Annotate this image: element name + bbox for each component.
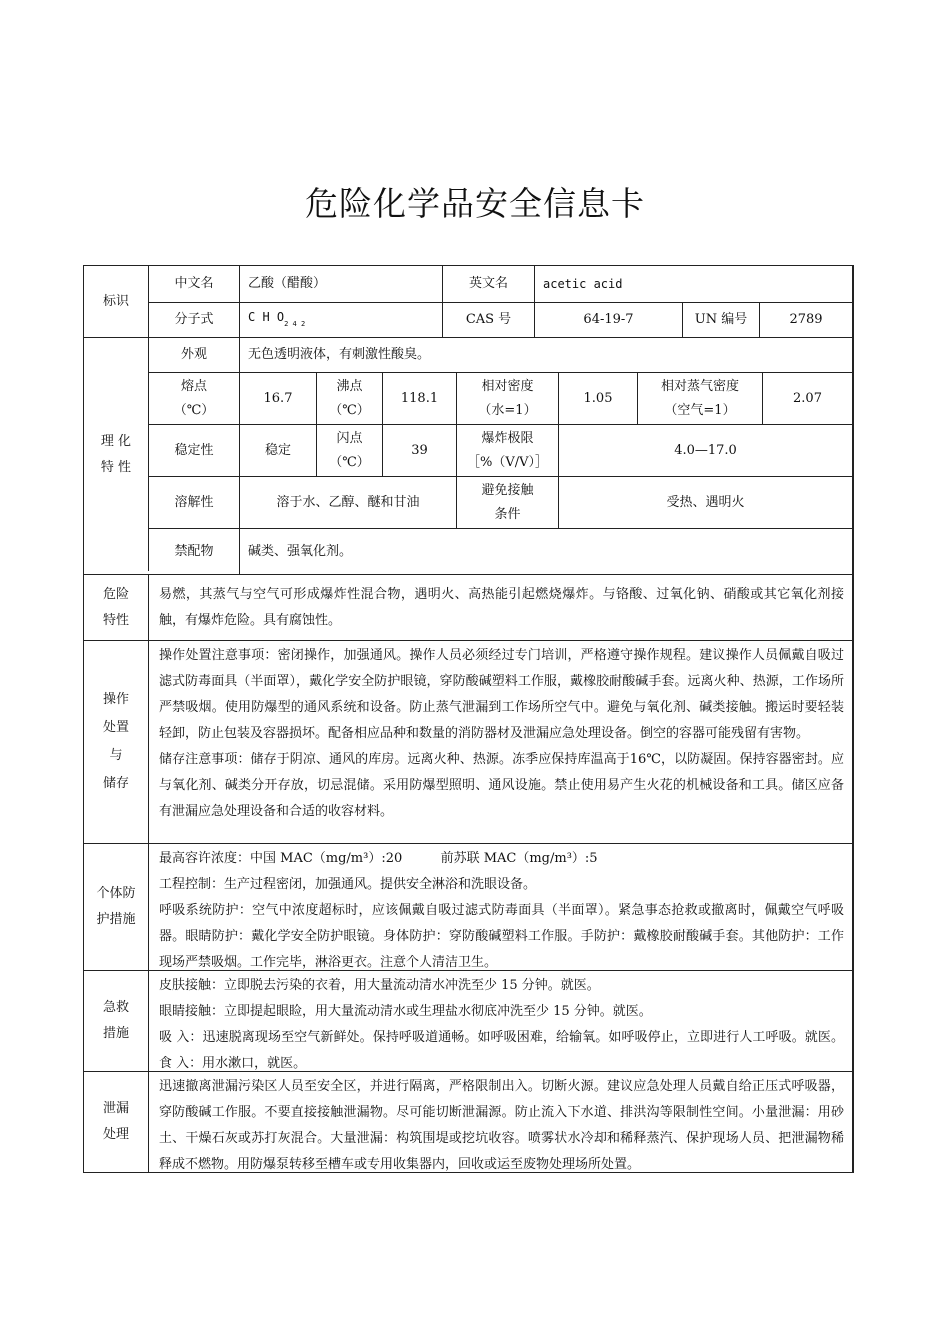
ppe-label: 个体防 护措施 — [84, 844, 149, 970]
formula-value — [240, 303, 443, 337]
identity-section — [84, 266, 852, 337]
avoid-conditions-value: 受热、遇明火 — [666, 494, 745, 510]
flash-point-value: 39 — [383, 425, 457, 476]
page-title: 危险化学品安全信息卡 — [305, 184, 645, 223]
engineering-control: 工程控制：生产过程密闭，加强通风。提供安全淋浴和洗眼设备。 — [159, 877, 537, 892]
rel-density-label: 相对密度 （水=1） — [457, 373, 559, 424]
incompatible-value: 碱类、强氧化剂。 — [248, 543, 353, 559]
firstaid-section — [84, 970, 852, 1071]
un-value: 2789 — [789, 312, 823, 327]
stability-value: 稳定 — [240, 425, 317, 476]
firstaid-label: 急救 措施 — [84, 971, 149, 1071]
identity-label: 标识 — [84, 266, 149, 337]
mac-line — [149, 844, 852, 872]
skin-contact: 皮肤接触：立即脱去污染的衣着，用大量流动清水冲洗至少 15 分钟。就医。 — [159, 978, 600, 993]
un-label: UN 编号 — [683, 303, 760, 337]
incompatible-label: 禁配物 — [149, 529, 240, 574]
cas-value: 64-19-7 — [535, 303, 683, 337]
storage-text: 储存注意事项：储存于阴凉、通风的库房。远离火种、热源。冻季应保持库温高于16℃，以防凝固。保持容器密封。应与氧化剂、碱类分开存放，切忌混储。采用防爆型照明、通风设施。禁止使用易产生火花的机械设备和工具。储区应备有泄漏应急处理设备和合适的收容材料。 — [159, 752, 844, 819]
appearance-value: 无色透明液体，有刺激性酸臭。 — [248, 347, 431, 362]
physchem-label: 理 化 特 性 — [84, 338, 149, 571]
avoid-conditions-label: 避免接触 条件 — [457, 477, 559, 528]
cas-label: CAS 号 — [443, 303, 535, 337]
cn-name-value: 乙酸（醋酸） — [240, 266, 443, 302]
ppe-section — [84, 843, 852, 970]
en-name-label: 英文名 — [443, 266, 535, 302]
melting-point-label: 熔点 （℃） — [149, 373, 240, 424]
spill-text: 迅速撤离泄漏污染区人员至安全区，并进行隔离，严格限制出入。切断火源。建议应急处理人员戴自给正压式呼吸器，穿防酸碱工作服。不要直接接触泄漏物。尽可能切断泄漏源。防止流入下水道、排洪沟等限制性空间。小量泄漏：用砂土、干燥石灰或苏打灰混合。大量泄漏：构筑围堤或挖坑收容。喷雾状水冷却和稀释蒸汽、保护现场人员、把泄漏物稀释成不燃物。用防爆泵转移至槽车或专用收集器内，回收或运至废物处理场所处置。 — [159, 1079, 844, 1172]
operation-text: 操作处置注意事项：密闭操作，加强通风。操作人员必须经过专门培训，严格遵守操作规程。建议操作人员佩戴自吸过滤式防毒面具（半面罩），戴化学安全防护眼镜，穿防酸碱塑料工作服，戴橡胶耐酸碱手套。远离火种、热源，工作场所严禁吸烟。使用防爆型的通风系统和设备。防止蒸气泄漏到工作场所空气中。避免与氧化剂、碱类接触。搬运时要轻装轻卸，防止包装及容器损坏。配备相应品种和数量的消防器材及泄漏应急处理设备。倒空的容器可能残留有害物。 — [159, 648, 844, 741]
formula-main: C H O — [248, 309, 285, 324]
boiling-point-label: 沸点 （℃） — [317, 373, 383, 424]
solubility-value: 溶于水、乙醇、醚和甘油 — [240, 477, 457, 528]
handling-section — [84, 640, 852, 843]
cn-name-label: 中文名 — [149, 266, 240, 302]
stability-label: 稳定性 — [149, 425, 240, 476]
appearance-label: 外观 — [149, 338, 240, 372]
vapor-density-label: 相对蒸气密度 （空气=1） — [638, 373, 763, 424]
mac-ussr: 前苏联 MAC（mg/m³）:5 — [440, 851, 598, 866]
hazard-label: 危险 特性 — [84, 575, 149, 640]
formula-subscripts: 2 4 2 — [284, 319, 306, 328]
handling-label: 操作 处置 与 储存 — [84, 641, 149, 843]
en-name-value: acetic acid — [543, 277, 623, 291]
explosion-limit-label: 爆炸极限 ［%（V/V）］ — [457, 425, 559, 476]
melting-point-value: 16.7 — [240, 373, 317, 424]
inhalation: 吸 入：迅速脱离现场至空气新鲜处。保持呼吸道通畅。如呼吸困难，给输氧。如呼吸停止，立即进行人工呼吸。就医。食 入：用水漱口，就医。 — [159, 1030, 844, 1071]
explosion-limit-value: 4.0—17.0 — [674, 442, 737, 458]
physchem-section — [84, 337, 852, 574]
mac-china: 最高容许浓度：中国 MAC（mg/m³）:20 — [159, 851, 403, 866]
boiling-point-value: 118.1 — [383, 373, 457, 424]
info-card — [83, 265, 854, 1173]
hazard-section — [84, 574, 852, 640]
spill-section — [84, 1071, 852, 1172]
rel-density-value: 1.05 — [559, 373, 638, 424]
hazard-text: 易燃，其蒸气与空气可形成爆炸性混合物，遇明火、高热能引起燃烧爆炸。与铬酸、过氧化钠、硝酸或其它氧化剂接触，有爆炸危险。具有腐蚀性。 — [159, 586, 844, 628]
flash-point-label: 闪点 （℃） — [317, 425, 383, 476]
eye-contact: 眼睛接触：立即提起眼睑，用大量流动清水或生理盐水彻底冲洗至少 15 分钟。就医。 — [159, 1004, 652, 1019]
spill-label: 泄漏 处理 — [84, 1072, 149, 1172]
respiratory-protection: 呼吸系统防护：空气中浓度超标时，应该佩戴自吸过滤式防毒面具（半面罩）。紧急事态抢救或撤离时，佩戴空气呼吸器。眼睛防护：戴化学安全防护眼镜。身体防护：穿防酸碱塑料工作服。手防护：戴橡胶耐酸碱手套。其他防护：工作现场严禁吸烟。工作完毕，淋浴更衣。注意个人清洁卫生。 — [159, 903, 844, 970]
formula-label: 分子式 — [149, 303, 240, 337]
solubility-label: 溶解性 — [149, 477, 240, 528]
vapor-density-value: 2.07 — [793, 390, 822, 406]
